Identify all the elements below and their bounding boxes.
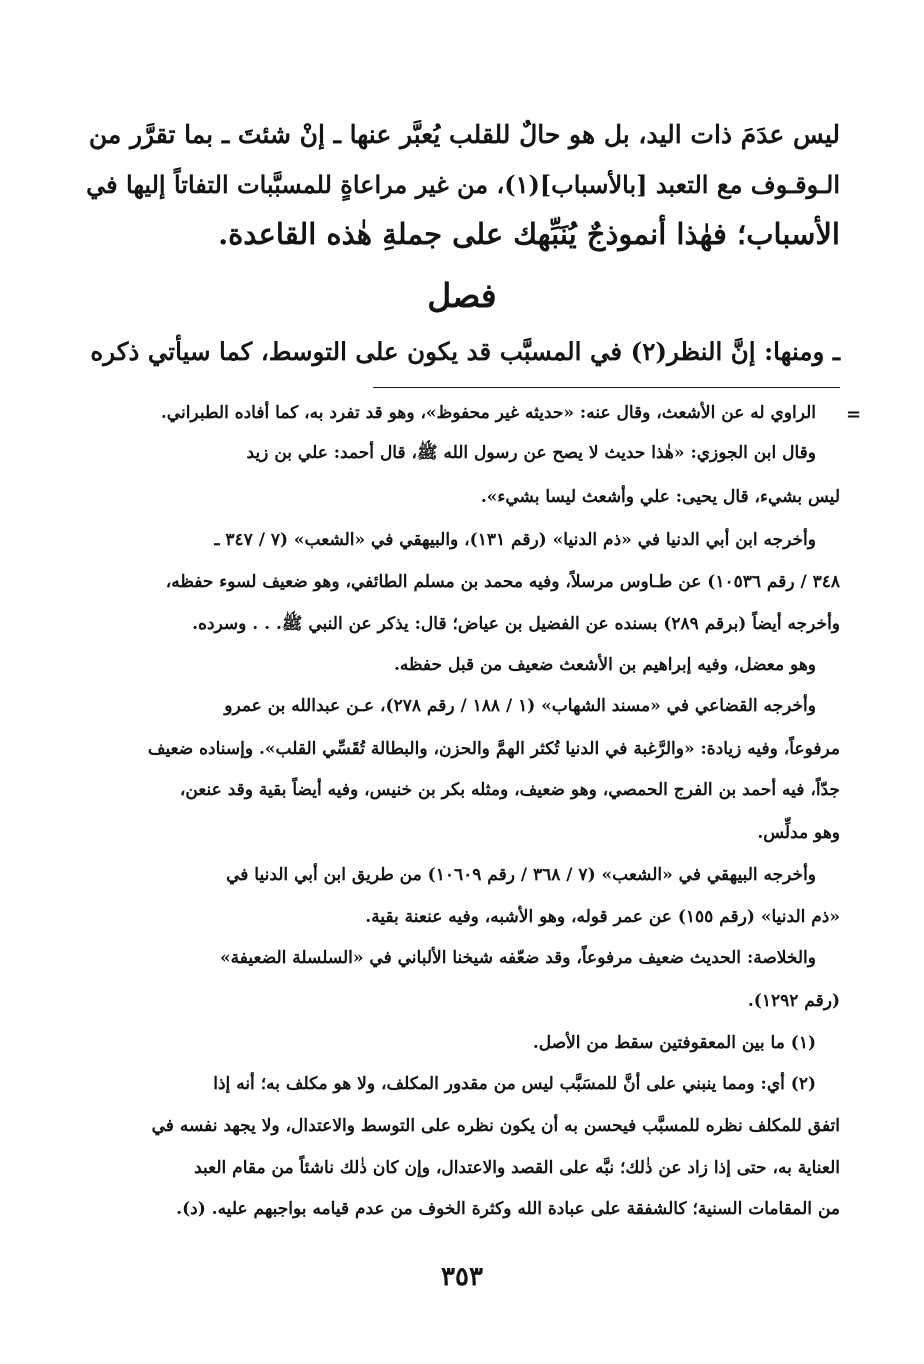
continuation-mark: = [846,404,862,425]
footnote-line-4: وأخرجه ابن أبي الدنيا في «ذم الدنيا» (رقم ١٣١)، والبيهقي في «الشعب» (٧ / ٣٤٧ ـ [214,530,816,550]
footnote-line-9: مرفوعاً، وفيه زيادة: «والرَّغبة في الدنيا تُكثر الهمَّ والحزن، والبطالة تُقَسِّي القلب». وإسناده ضعيف [147,739,840,759]
footnote-line-15: (رقم ١٢٩٢). [747,991,840,1011]
footnote-2: (٢) أي: ومما ينبني على أنَّ للمسَبَّب ليس من مقدور المكلف، ولا هو مكلف به؛ أنه إذا [213,1074,816,1094]
footnote-2-line-2: اتفق للمكلف نظره للمسبَّب فيحسن به أن يكون نظره على التوسط والاعتدال، ولا يجهد نفسه في [151,1116,840,1136]
footnote-line-5: ٣٤٨ / رقم ١٠٥٣٦) عن طـاوس مرسلاً، وفيه محمد بن مسلم الطائفي، وهو ضعيف لسوء حفظه، [165,572,840,592]
footnote-line-7: وهو معضل، وفيه إبراهيم بن الأشعث ضعيف من قبل حفظه. [393,655,816,675]
footnote-line-1: الراوي له عن الأشعث، وقال عنه: «حديثه غير محفوظ»، وهو قد تفرد به، كما أفاده الطبراني. [160,403,816,423]
footnote-line-8: وأخرجه القضاعي في «مسند الشهاب» (١ / ١٨٨ / رقم ٢٧٨)، عـن عبدالله بن عمرو [224,696,816,716]
footnote-1: (١) ما بين المعقوفتين سقط من الأصل. [532,1033,816,1053]
section-heading: فصل [427,276,497,315]
page-number: ٣٥٣ [441,1262,483,1292]
footnote-line-13: «ذم الدنيا» (رقم ١٥٥) عن عمر قوله، وهو الأشبه، وفيه عنعنة بقية. [365,907,840,927]
footnote-line-6: وأخرجه أيضاً (برقم ٢٨٩) بسنده عن الفضيل بن عياض؛ قال: يذكر عن النبي ﷺ. . . وسرده. [192,614,840,634]
footnote-line-3: ليس بشيء، قال يحيى: علي وأشعث ليسا بشيء». [480,487,840,507]
footnote-2-line-4: من المقامات السنية؛ كالشفقة على عبادة الله وكثرة الخوف من عدم قيامه بواجبهم عليه. (د). [176,1199,840,1219]
footnote-line-2: وقال ابن الجوزي: «هٰذا حديث لا يصح عن رسول الله ﷺ، قال أحمد: علي بن زيد [246,443,816,463]
body-line-3: الأسباب؛ فهٰذا أنموذجٌ يُنَبِّهك على جملةِ هٰذه القاعدة. [218,217,840,251]
footnote-line-11: وهو مدلِّس. [757,823,840,843]
footnote-line-12: وأخرجه البيهقي في «الشعب» (٧ / ٣٦٨ / رقم ١٠٦٠٩) من طريق ابن أبي الدنيا في [226,865,816,885]
body-line-2: الـوقـوف مع التعبد [بالأسباب](١)، من غير مراعاةٍ للمسبَّبات التفاتاً إليها في [86,170,840,199]
footnote-separator [373,387,840,388]
footnote-line-14: والخلاصة: الحديث ضعيف مرفوعاً، وقد ضعّفه شيخنا الألباني في «السلسلة الضعيفة» [220,948,816,968]
section-first-line: ـ ومنها: إنَّ النظر(٢) في المسبَّب قد يكون على التوسط، كما سيأتي ذكره [90,337,840,366]
footnote-2-line-3: العناية به، حتى إذا زاد عن ذٰلك؛ نبَّه على القصد والاعتدال، وإن كان ذٰلك ناشئاً من مقام العبد [194,1158,840,1178]
body-line-1: ليس عدَمَ ذات اليد، بل هو حالٌ للقلب يُعبَّر عنها ـ إنْ شئتَ ـ بما تقرَّر من [88,120,840,149]
footnote-line-10: جدّاً، فيه أحمد بن الفرج الحمصي، وهو ضعيف، ومثله بكر بن خنيس، وفيه أيضاً بقية وقد عنعن، [179,780,840,800]
